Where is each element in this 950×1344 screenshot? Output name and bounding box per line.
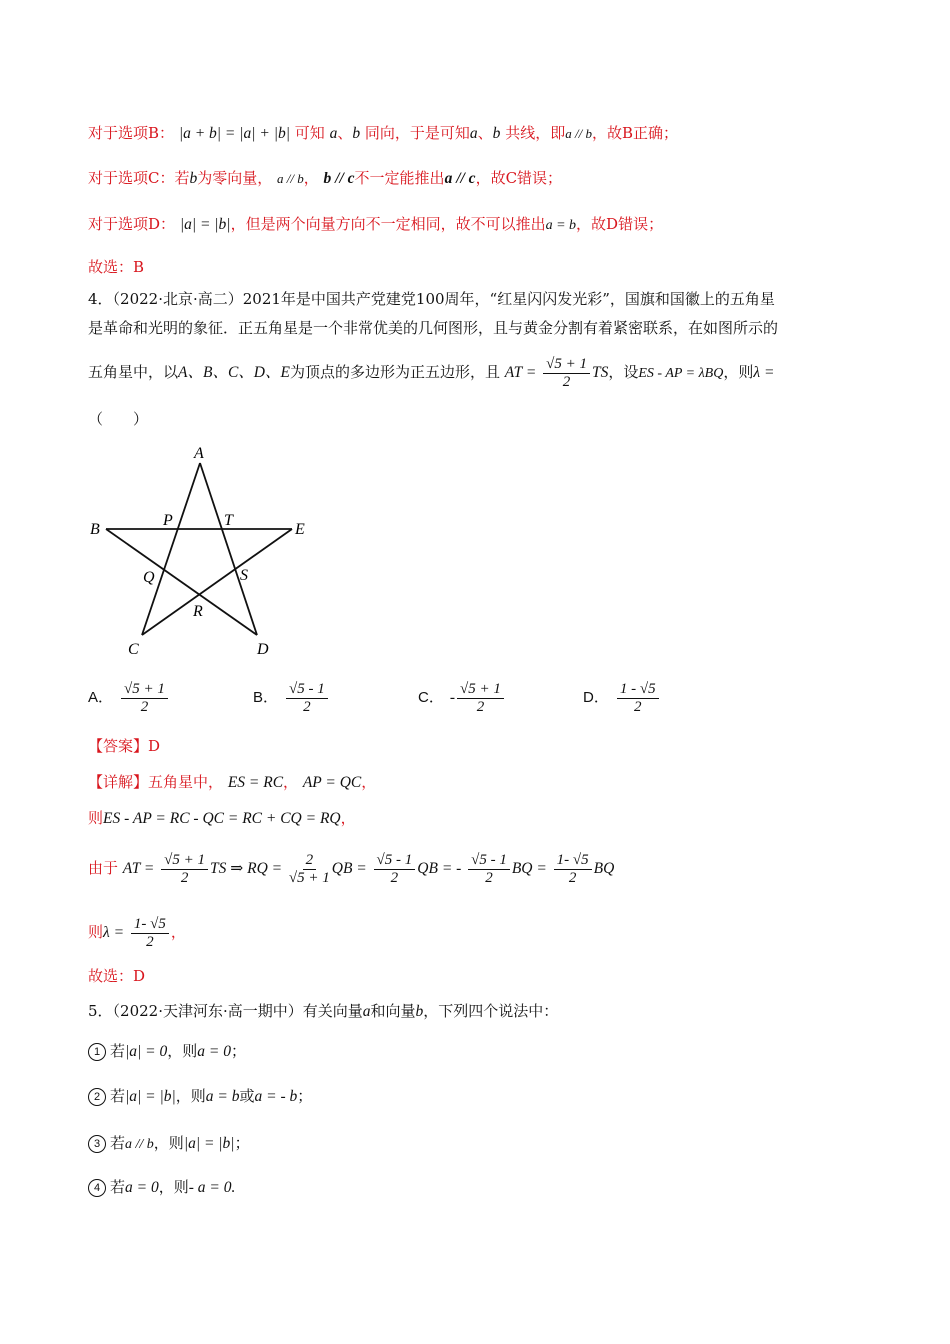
- q5-item-3-num: 3: [88, 1135, 106, 1153]
- option-d-num: 1 - √5: [617, 681, 659, 699]
- label-d: D: [257, 641, 269, 658]
- option-c-prefix: -: [449, 689, 456, 706]
- q5-item-2-m2: a = b: [205, 1088, 240, 1105]
- q5-item-4-num: 4: [88, 1179, 106, 1197]
- q5-item-4: [88, 1175, 235, 1200]
- q4-l3-c: ，设: [608, 363, 639, 381]
- option-c-label: C．: [418, 689, 444, 706]
- sol-l3-f1d: 2: [180, 869, 189, 886]
- analysis-b-math: |a + b| = |a| + |b|: [178, 125, 291, 142]
- solution-answer: [88, 734, 160, 758]
- option-c[interactable]: [418, 678, 506, 718]
- q5-item-1-pre: 若: [110, 1042, 126, 1060]
- solution-line2: [88, 806, 356, 831]
- analysis-b-a: a: [329, 125, 338, 142]
- analysis-answer: 故选：B: [88, 258, 145, 276]
- analysis-option-c: 对于选项C：若b为零向量， a // b， b // c不一定能推出a // c，故C错误；: [88, 169, 563, 187]
- q4-l3-pts: A、B、C、D、E: [178, 364, 290, 381]
- analysis-option-d: [88, 212, 663, 238]
- analysis-c-ac: a // c: [444, 170, 476, 187]
- option-d-label: D．: [583, 689, 609, 706]
- option-d[interactable]: [583, 678, 661, 718]
- option-b[interactable]: [253, 678, 330, 718]
- sol-l3-frac3: [374, 852, 416, 887]
- sol-l3-f2d: √5 + 1: [288, 869, 330, 886]
- q4-l3-frac: [543, 356, 590, 391]
- q5-item-1-mid: ，则: [167, 1042, 198, 1060]
- detail-text: 五角星中，: [148, 773, 224, 791]
- q5-intro-ma: a: [362, 1003, 371, 1020]
- option-a[interactable]: [88, 678, 170, 718]
- option-b-num: √5 - 1: [286, 681, 328, 699]
- q5-item-1-m2: a = 0: [197, 1043, 231, 1060]
- option-b-den: 2: [303, 698, 311, 715]
- analysis-option-b: [88, 121, 678, 146]
- label-p: P: [163, 512, 173, 529]
- label-a: A: [194, 445, 204, 462]
- option-a-frac: [121, 681, 168, 716]
- star-edge-e-c: [142, 529, 292, 635]
- label-s: S: [240, 567, 248, 584]
- q5-item-2-end2: ；: [297, 1087, 313, 1105]
- analysis-b-text4: ，故B正确；: [591, 124, 678, 142]
- q5-item-3-mid: ，则: [153, 1134, 184, 1152]
- q4-line2: 是革命和光明的象征．正五角星是一个非常优美的几何图形，且与黄金分割有着紧密联系，在如图所示的: [88, 319, 779, 337]
- detail-eq2: AP = QC: [302, 774, 362, 791]
- analysis-d-prefix: 对于选项D：: [88, 215, 176, 233]
- detail-comma1: ，: [283, 773, 299, 791]
- analysis-d-text1: ，但是两个向量方向不一定相同，故不可以推出: [230, 215, 546, 233]
- analysis-b-prefix: 对于选项B：: [88, 124, 175, 142]
- sol-l4-lam: λ =: [103, 924, 125, 941]
- sol-l3-f2n: 2: [303, 852, 317, 870]
- q4-l3-num: √5 + 1: [543, 356, 590, 374]
- q5-intro-c: ，下列四个说法中：: [423, 1002, 559, 1020]
- sol-l3-f4n: √5 - 1: [468, 852, 510, 870]
- q5-item-1-m1: |a| = 0: [125, 1043, 168, 1060]
- q5-item-1-end: ；: [230, 1042, 246, 1060]
- analysis-b-text2: 同向，于是可知: [364, 124, 470, 142]
- sol-l3-qb2: QB = -: [417, 860, 462, 877]
- solution-line3: [88, 848, 614, 889]
- analysis-b-a2: a: [469, 125, 478, 142]
- sol-l3-f3n: √5 - 1: [374, 852, 416, 870]
- detail-tag: 【详解】: [88, 773, 149, 791]
- label-r: R: [193, 603, 203, 620]
- q5-item-1-num: 1: [88, 1043, 106, 1061]
- q5-item-2-m3: a = - b: [254, 1088, 298, 1105]
- analysis-b-sep: 、: [337, 124, 353, 142]
- q5-item-2-m1: |a| = |b|: [125, 1088, 176, 1105]
- solution-final: 故选：D: [88, 967, 146, 985]
- analysis-b-b: b: [352, 125, 361, 142]
- sol-l3-at: AT =: [122, 860, 155, 877]
- label-b: B: [90, 521, 100, 538]
- q5-item-2-pre: 若: [110, 1087, 126, 1105]
- option-c-frac: [457, 681, 504, 716]
- sol-l2-end: ，: [340, 809, 356, 827]
- q4-l3-d: ，则: [723, 363, 754, 381]
- q5-item-4-pre: 若: [110, 1178, 126, 1196]
- sol-l3-qb1: QB =: [331, 860, 367, 877]
- q5-item-1: [88, 1039, 246, 1064]
- sol-l4-end: ，: [170, 923, 186, 941]
- analysis-c-bc: b // c: [323, 170, 355, 187]
- detail-eq1: ES = RC: [227, 774, 284, 791]
- sol-l3-f4d: 2: [485, 869, 493, 886]
- option-c-num: √5 + 1: [457, 681, 504, 699]
- sol-l4-den: 2: [146, 933, 154, 950]
- q5-intro-a: 5．（2022·天津河东·高一期中）有关向量: [88, 1002, 363, 1020]
- q5-item-2-mid: ，则: [175, 1087, 206, 1105]
- label-q: Q: [143, 569, 155, 586]
- q5-intro: [88, 999, 558, 1024]
- star-edge-a-d: [200, 463, 257, 635]
- solution-line4: [88, 912, 186, 953]
- answer-tag: 【答案】: [88, 737, 149, 755]
- option-a-label: A．: [88, 689, 114, 706]
- q5-item-2: [88, 1084, 312, 1109]
- sol-l3-f5n: 1- √5: [554, 852, 592, 870]
- sol-l3-frac2: [289, 852, 330, 887]
- option-a-num: √5 + 1: [121, 681, 168, 699]
- sol-l3-frac4: [468, 852, 510, 887]
- star-edge-b-d: [106, 529, 257, 635]
- sol-l3-f1n: √5 + 1: [161, 852, 208, 870]
- sol-l4-frac: [131, 916, 169, 951]
- q5-item-4-m2: - a = 0.: [188, 1179, 236, 1196]
- sol-l3-frac5: [554, 852, 592, 887]
- q4-l3-den: 2: [562, 373, 571, 390]
- option-b-frac: [286, 681, 328, 716]
- detail-comma2: ，: [361, 773, 377, 791]
- analysis-c-text3: ，故C错误；: [475, 169, 563, 187]
- label-e: E: [295, 521, 305, 538]
- q4-line1: 4．（2022·北京·高二）2021年是中国共产党建党100周年，“红星闪闪发光彩”，国旗和国徽上的五角星: [88, 290, 775, 308]
- analysis-b-b2: b: [492, 125, 501, 142]
- analysis-c-text1: 为零向量，: [197, 169, 273, 187]
- q5-item-4-m1: a = 0: [125, 1179, 159, 1196]
- sol-l4-prefix: 则: [88, 923, 104, 941]
- sol-l2-eq: ES - AP = RC - QC = RC + CQ = RQ: [103, 810, 341, 827]
- analysis-c-ab: a // b: [277, 171, 304, 186]
- label-c: C: [128, 641, 139, 658]
- q5-item-3-m1: a // b: [125, 1137, 154, 1152]
- option-a-den: 2: [140, 698, 149, 715]
- q5-item-3: [88, 1131, 250, 1157]
- q4-l3-b: 为顶点的多边形为正五边形，且: [289, 363, 500, 381]
- analysis-c-text2: 不一定能推出: [354, 169, 445, 187]
- q5-item-2-end: 或: [239, 1087, 255, 1105]
- sol-l3-ts: TS ⇒ RQ =: [210, 860, 283, 877]
- sol-l3-bq2: BQ: [593, 860, 615, 877]
- q4-l3-eq: ES - AP = λBQ: [638, 366, 724, 381]
- q5-intro-mb: b: [415, 1003, 424, 1020]
- q5-item-3-end: ；: [234, 1134, 250, 1152]
- answer-value: D: [148, 737, 161, 755]
- analysis-d-math: |a| = |b|: [179, 216, 231, 233]
- sol-l3-f3d: 2: [390, 869, 399, 886]
- sol-l2-prefix: 则: [88, 809, 104, 827]
- option-b-label: B．: [253, 689, 279, 706]
- sol-l3-f5d: 2: [568, 869, 577, 886]
- q4-l3-a: 五角星中，以: [88, 363, 179, 381]
- q5-intro-b: 和向量: [370, 1002, 416, 1020]
- star-edge-a-c: [142, 463, 200, 635]
- sol-l3-prefix: 由于: [88, 859, 119, 877]
- q4-l3-lam: λ =: [753, 364, 775, 381]
- analysis-b-par: a // b: [565, 126, 592, 141]
- q5-item-3-pre: 若: [110, 1134, 126, 1152]
- analysis-d-eq: a = b: [545, 218, 577, 233]
- option-d-frac: [617, 681, 659, 716]
- q4-l3-ts: TS: [591, 364, 609, 381]
- q4-line3: [88, 352, 774, 394]
- solution-detail: [88, 770, 376, 795]
- analysis-d-text2: ，故D错误；: [576, 215, 664, 233]
- sol-l3-bq1: BQ =: [511, 860, 547, 877]
- analysis-c-prefix: 对于选项C：若: [88, 169, 190, 187]
- analysis-b-text1: 可知: [294, 124, 325, 142]
- q4-l3-at: AT =: [504, 364, 537, 381]
- q5-item-2-num: 2: [88, 1088, 106, 1106]
- label-t: T: [224, 512, 233, 529]
- analysis-b-text3: 共线，即: [505, 124, 566, 142]
- q4-paren: （ ）: [88, 410, 149, 428]
- option-d-den: 2: [633, 698, 642, 715]
- analysis-c-b: b: [189, 170, 198, 187]
- sol-l4-num: 1- √5: [131, 916, 169, 934]
- q5-item-4-mid: ，则: [158, 1178, 189, 1196]
- q5-item-3-m2: |a| = |b|: [183, 1135, 235, 1152]
- analysis-b-sep2: 、: [477, 124, 493, 142]
- sol-l3-frac1: [161, 852, 208, 887]
- option-c-den: 2: [476, 698, 485, 715]
